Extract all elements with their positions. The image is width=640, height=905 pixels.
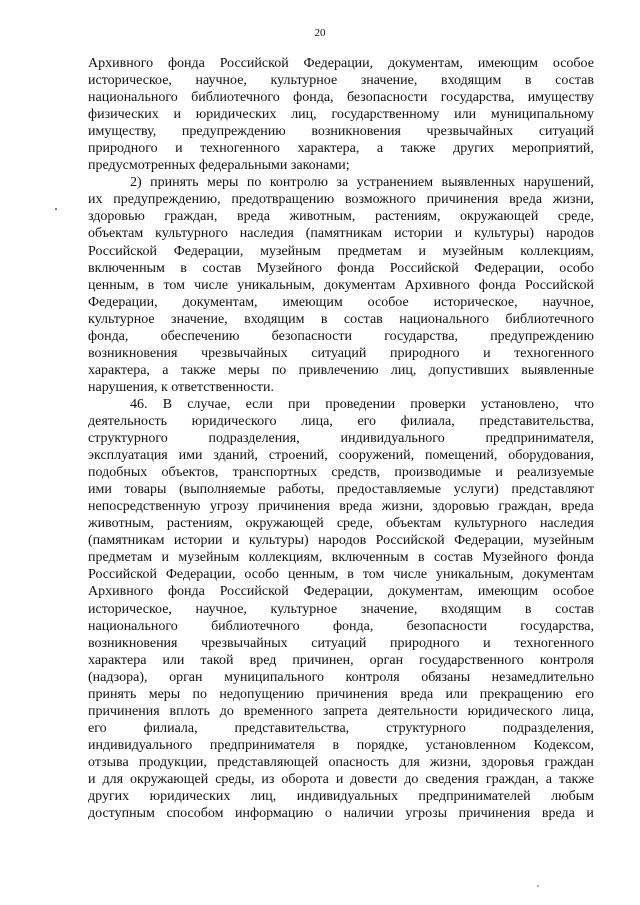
- text-line: возникновения чрезвычайных ситуаций природного и техногенного: [88, 345, 594, 361]
- text-line: ими товары (выполняемые работы, предоставляемые услуги) представляют: [88, 482, 594, 498]
- text-line: структурного подразделения, индивидуального предпринимателя,: [88, 431, 594, 447]
- text-line: историческое, научное, культурное значение, входящим в состав: [88, 73, 594, 89]
- text-line: индивидуального предпринимателя в порядке, установленном Кодексом,: [88, 737, 594, 753]
- text-line: эксплуатация ими зданий, строений, сооружений, помещений, оборудования,: [88, 448, 594, 464]
- text-line: (надзора), орган муниципального контроля обязаны незамедлительно: [88, 669, 594, 685]
- text-line: национального библиотечного фонда, безопасности государства,: [88, 618, 594, 634]
- text-line: Российской Федерации, музейным предметам и музейным коллекциям,: [88, 243, 594, 259]
- text-line: и для окружающей среды, из оборота и довести до сведения граждан, а также: [88, 771, 594, 787]
- text-line: его филиала, представительства, структурного подразделения,: [88, 720, 594, 736]
- text-line: доступным способом информацию о наличии угрозы причинения вреда и: [88, 806, 594, 822]
- text-line: нарушения, к ответственности.: [88, 379, 274, 395]
- text-line: природного и техногенного характера, а также других мероприятий,: [88, 141, 594, 157]
- text-line: характера, а также меры по привлечению лиц, допустивших выявленные: [88, 362, 594, 378]
- text-line: Федерации, документам, имеющим особое историческое, научное,: [88, 294, 594, 310]
- text-line: характера или такой вред причинен, орган государственного контроля: [88, 652, 594, 668]
- text-line: Российской Федерации, особо ценным, в том числе уникальным, документам: [88, 567, 594, 583]
- text-line: отзыва продукции, представляющей опасность для жизни, здоровья граждан: [88, 754, 594, 770]
- text-line: здоровью граждан, вреда животным, растениям, окружающей среде,: [88, 209, 594, 225]
- text-line: предметам и музейным коллекциям, включенным в состав Музейного фонда: [88, 550, 594, 566]
- text-line: (памятникам истории и культуры) народов Российской Федерации, музейным: [88, 533, 594, 549]
- text-line: физических и юридических лиц, государственному или муниципальному: [88, 107, 594, 123]
- text-line: ценным, в том числе уникальным, документам Архивного фонда Российской: [88, 277, 594, 293]
- text-line: предусмотренных федеральными законами;: [88, 158, 350, 174]
- text-line: 46. В случае, если при проведении проверки установлено, что: [130, 396, 594, 412]
- text-line: Архивного фонда Российской Федерации, документам, имеющим особое: [88, 584, 594, 600]
- text-line: национального библиотечного фонда, безопасности государства, имуществу: [88, 90, 594, 106]
- text-line: непосредственную угрозу причинения вреда жизни, здоровью граждан, вреда: [88, 499, 594, 515]
- text-line: имуществу, предупреждению возникновения чрезвычайных ситуаций: [88, 124, 594, 140]
- text-line: других юридических лиц, индивидуальных предпринимателей любым: [88, 789, 594, 805]
- text-line: подобных объектов, транспортных средств, производимые и реализуемые: [88, 465, 594, 481]
- text-line: историческое, научное, культурное значение, входящим в состав: [88, 601, 594, 617]
- text-line: причинения вплоть до временного запрета деятельности юридического лица,: [88, 703, 594, 719]
- page-number: 20: [314, 27, 326, 39]
- text-line: объектам культурного наследия (памятникам истории и культуры) народов: [88, 226, 594, 242]
- text-line: животным, растениям, окружающей среде, объектам культурного наследия: [88, 516, 594, 532]
- text-line: фонда, обеспечению безопасности государства, предупреждению: [88, 328, 594, 344]
- text-line: Архивного фонда Российской Федерации, документам, имеющим особое: [88, 56, 594, 71]
- text-line: их предупреждению, предотвращению возможного причинения вреда жизни,: [88, 192, 594, 208]
- scan-speck: [537, 885, 539, 887]
- text-line: возникновения чрезвычайных ситуаций природного и техногенного: [88, 635, 594, 651]
- document-body: [88, 55, 594, 822]
- text-line: принять меры по недопущению причинения вреда или прекращению его: [88, 686, 594, 702]
- text-line: культурное значение, входящим в состав национального библиотечного: [88, 311, 594, 327]
- text-line: 2) принять меры по контролю за устранением выявленных нарушений,: [130, 175, 594, 191]
- text-line: деятельность юридического лица, его филиала, представительства,: [88, 413, 594, 429]
- scan-speck: [55, 208, 57, 210]
- text-line: включенным в состав Музейного фонда Российской Федерации, особо: [88, 260, 594, 276]
